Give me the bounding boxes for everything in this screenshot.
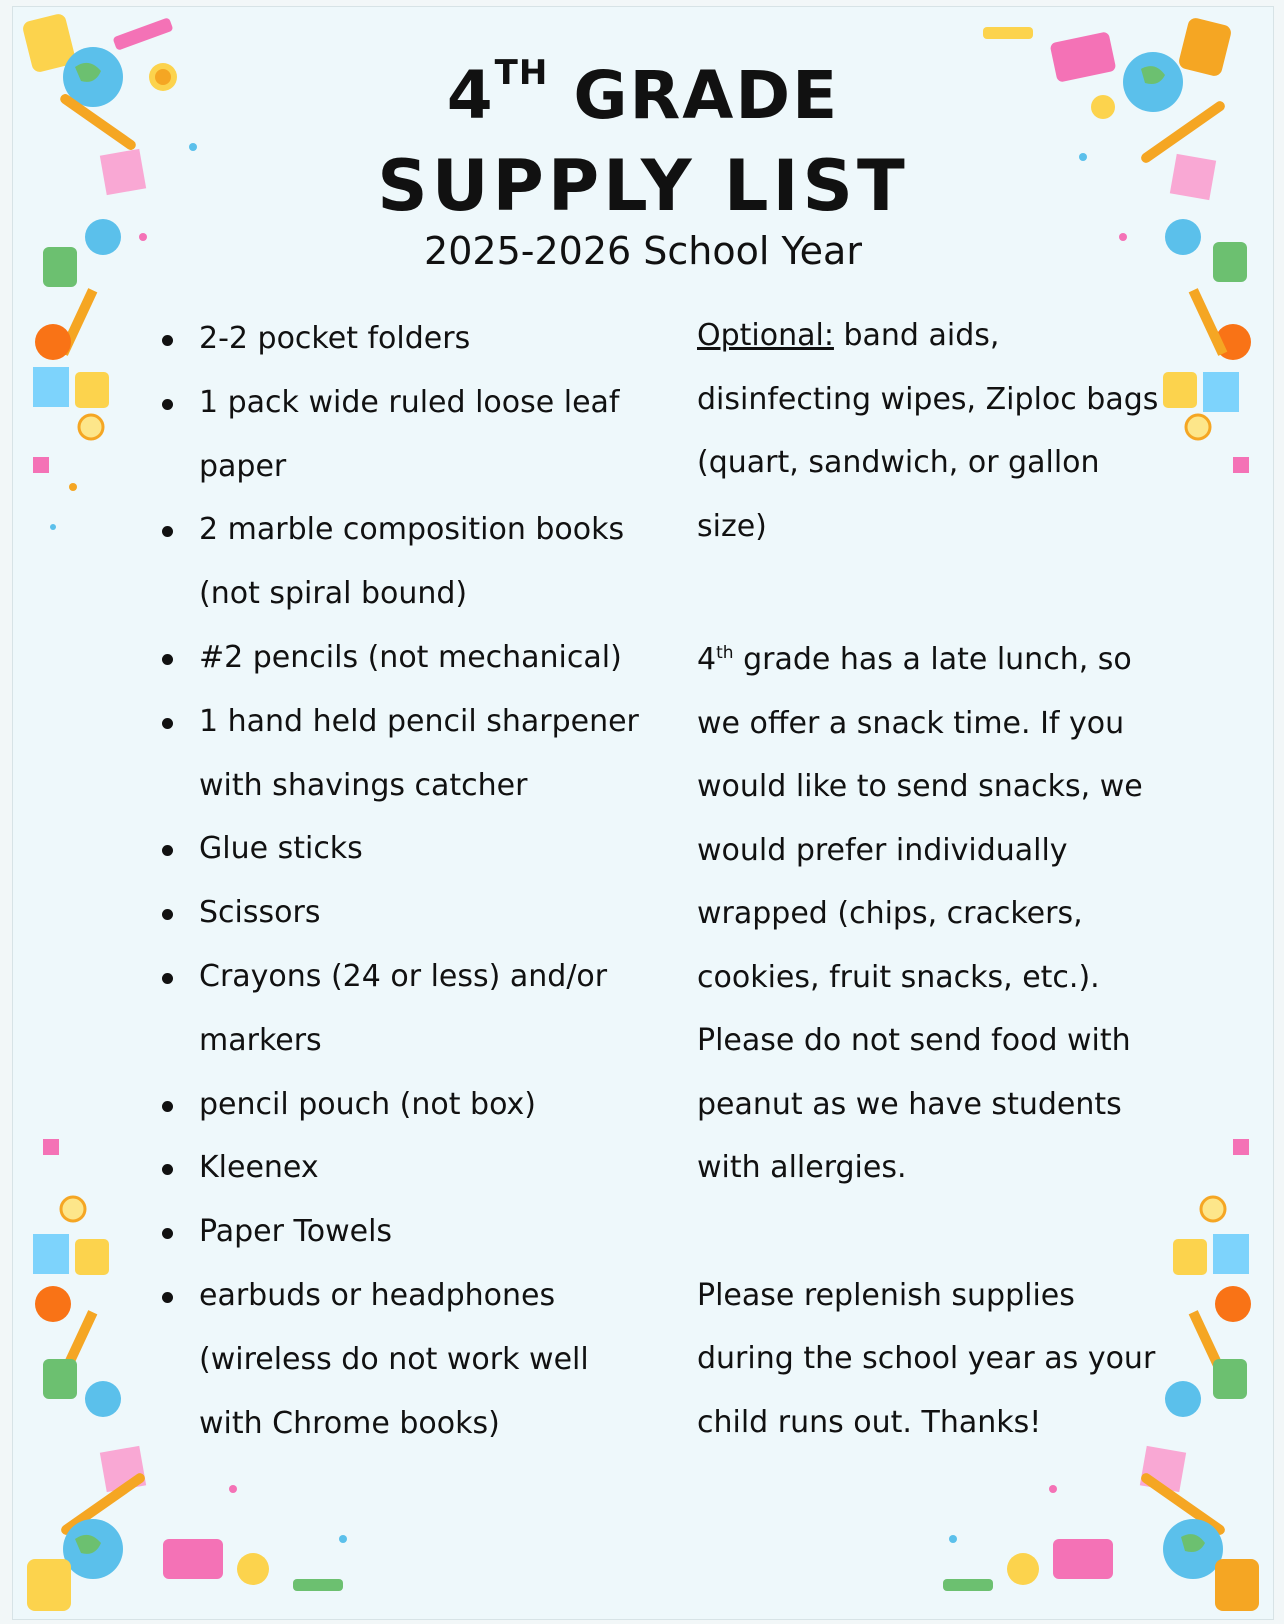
list-item: 1 hand held pencil sharpener with shavings catcher [149, 690, 649, 818]
list-item: 1 pack wide ruled loose leaf paper [149, 371, 649, 499]
list-item: #2 pencils (not mechanical) [149, 626, 649, 690]
title-line-2: SUPPLY LIST [377, 145, 909, 227]
optional-note [697, 304, 1177, 558]
snack-grade-number: 4 [697, 642, 717, 677]
supply-list-column [149, 307, 649, 1455]
title-grade-word: GRADE [573, 57, 840, 134]
subtitle: 2025-2026 School Year [424, 229, 862, 273]
supply-list-page [12, 6, 1274, 1620]
snack-grade-suffix: th [716, 643, 734, 663]
title-line-1 [13, 53, 1273, 134]
snack-text: grade has a late lunch, so we offer a snack time. If you would like to send snacks, we would prefer individually wrapped (chips, crackers, cookies, fruit snacks, etc.). Please do not send food with peanut as we have students with allergies. [697, 642, 1143, 1185]
list-item: 2-2 pocket folders [149, 307, 649, 371]
list-item: Crayons (24 or less) and/or markers [149, 945, 649, 1073]
optional-label: Optional: [697, 318, 834, 353]
snack-note [697, 622, 1177, 1200]
replenish-note: Please replenish supplies during the school year as your child runs out. Thanks! [697, 1277, 1156, 1440]
list-item: pencil pouch (not box) [149, 1073, 649, 1137]
notes-column [697, 304, 1177, 1454]
optional-text: band aids, disinfecting wipes, Ziploc bags (quart, sandwich, or gallon size) [697, 318, 1159, 544]
list-item: 2 marble composition books (not spiral bound) [149, 498, 649, 626]
list-item: Kleenex [149, 1136, 649, 1200]
list-item: Scissors [149, 881, 649, 945]
list-item: Paper Towels [149, 1200, 649, 1264]
list-item: earbuds or headphones (wireless do not work well with Chrome books) [149, 1264, 649, 1455]
supply-list [149, 307, 649, 1455]
title-grade-suffix: TH [494, 53, 549, 93]
list-item: Glue sticks [149, 817, 649, 881]
title-grade-number: 4 [446, 57, 495, 134]
